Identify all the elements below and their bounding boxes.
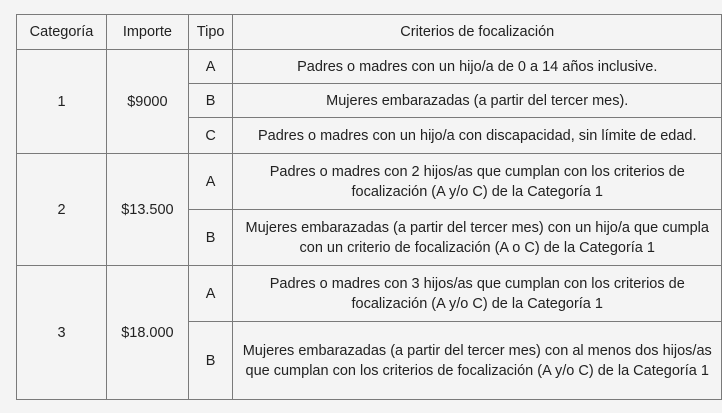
header-importe: Importe bbox=[107, 15, 189, 50]
table-row bbox=[17, 154, 722, 210]
cell-importe: $9000 bbox=[107, 50, 189, 154]
header-categoria: Categoría bbox=[17, 15, 107, 50]
cell-tipo: B bbox=[188, 322, 233, 400]
cell-criterio: Mujeres embarazadas (a partir del tercer mes) con un hijo/a que cumpla con un criterio de focalización (A o C) de la Categoría 1 bbox=[233, 210, 722, 266]
cell-tipo: B bbox=[188, 210, 233, 266]
cell-tipo: A bbox=[188, 50, 233, 84]
cell-criterio: Padres o madres con un hijo/a de 0 a 14 años inclusive. bbox=[233, 50, 722, 84]
cell-criterio: Padres o madres con 3 hijos/as que cumplan con los criterios de focalización (A y/o C) de la Categoría 1 bbox=[233, 266, 722, 322]
cell-criterio: Padres o madres con un hijo/a con discapacidad, sin límite de edad. bbox=[233, 118, 722, 154]
cell-tipo: A bbox=[188, 266, 233, 322]
cell-importe: $13.500 bbox=[107, 154, 189, 266]
cell-tipo: C bbox=[188, 118, 233, 154]
table-row bbox=[17, 266, 722, 322]
table-container bbox=[16, 14, 722, 400]
cell-criterio: Mujeres embarazadas (a partir del tercer mes). bbox=[233, 84, 722, 118]
cell-categoria: 3 bbox=[17, 266, 107, 400]
cell-categoria: 2 bbox=[17, 154, 107, 266]
header-tipo: Tipo bbox=[188, 15, 233, 50]
cell-criterio: Mujeres embarazadas (a partir del tercer mes) con al menos dos hijos/as que cumplan con los criterios de focalización (A y/o C) de la Categoría 1 bbox=[233, 322, 722, 400]
header-criterios: Criterios de focalización bbox=[233, 15, 722, 50]
cell-tipo: B bbox=[188, 84, 233, 118]
cell-categoria: 1 bbox=[17, 50, 107, 154]
cell-importe: $18.000 bbox=[107, 266, 189, 400]
cell-tipo: A bbox=[188, 154, 233, 210]
header-row bbox=[17, 15, 722, 50]
cell-criterio: Padres o madres con 2 hijos/as que cumplan con los criterios de focalización (A y/o C) de la Categoría 1 bbox=[233, 154, 722, 210]
criteria-table bbox=[16, 14, 722, 400]
table-row bbox=[17, 50, 722, 84]
